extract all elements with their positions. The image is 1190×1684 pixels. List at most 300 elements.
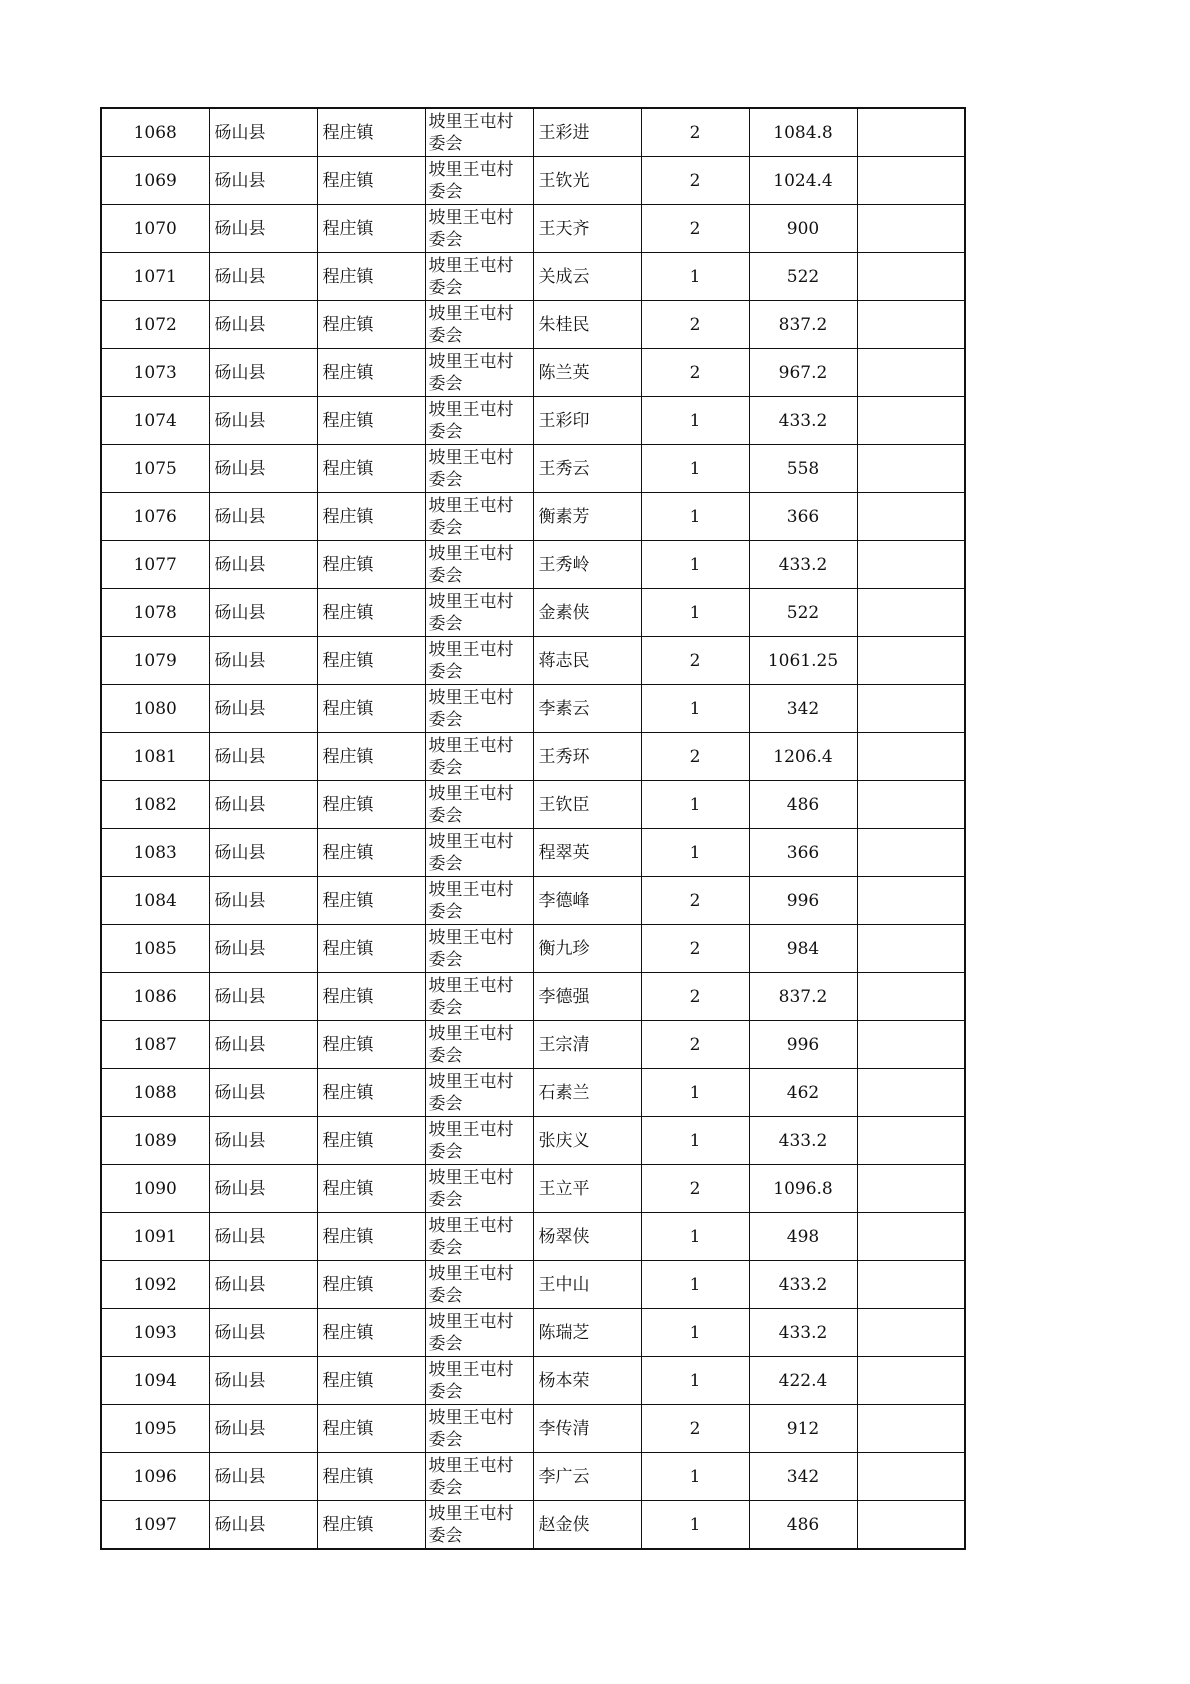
cell-county: 砀山县	[209, 1213, 317, 1261]
cell-county: 砀山县	[209, 1453, 317, 1501]
cell-amount: 558	[749, 445, 857, 493]
cell-county: 砀山县	[209, 781, 317, 829]
cell-town: 程庄镇	[317, 205, 425, 253]
cell-serial-no: 1095	[101, 1405, 209, 1453]
village-line-1: 坡里王屯村	[428, 159, 514, 180]
cell-village-committee	[425, 253, 533, 301]
cell-amount: 837.2	[749, 973, 857, 1021]
village-line-1: 坡里王屯村	[428, 1167, 514, 1188]
cell-person-name: 王秀云	[533, 445, 641, 493]
cell-county: 砀山县	[209, 925, 317, 973]
cell-serial-no: 1092	[101, 1261, 209, 1309]
cell-serial-no: 1072	[101, 301, 209, 349]
table-row	[101, 493, 965, 541]
cell-village-committee	[425, 397, 533, 445]
cell-serial-no: 1084	[101, 877, 209, 925]
cell-serial-no: 1081	[101, 733, 209, 781]
cell-amount: 342	[749, 685, 857, 733]
village-line-2: 委会	[428, 853, 463, 874]
cell-household-count: 1	[641, 1453, 749, 1501]
cell-amount: 522	[749, 253, 857, 301]
cell-note	[857, 1117, 965, 1165]
cell-county: 砀山县	[209, 637, 317, 685]
cell-county: 砀山县	[209, 253, 317, 301]
table-row	[101, 1357, 965, 1405]
cell-amount: 498	[749, 1213, 857, 1261]
cell-note	[857, 1261, 965, 1309]
cell-county: 砀山县	[209, 445, 317, 493]
cell-person-name: 关成云	[533, 253, 641, 301]
cell-amount: 486	[749, 1501, 857, 1550]
cell-village-committee	[425, 925, 533, 973]
cell-note	[857, 397, 965, 445]
cell-town: 程庄镇	[317, 493, 425, 541]
cell-amount: 342	[749, 1453, 857, 1501]
village-line-2: 委会	[428, 133, 463, 154]
cell-person-name: 王彩进	[533, 108, 641, 157]
village-line-1: 坡里王屯村	[428, 1263, 514, 1284]
cell-serial-no: 1079	[101, 637, 209, 685]
table-row	[101, 541, 965, 589]
cell-town: 程庄镇	[317, 589, 425, 637]
cell-town: 程庄镇	[317, 1501, 425, 1550]
village-line-2: 委会	[428, 949, 463, 970]
cell-note	[857, 493, 965, 541]
village-line-2: 委会	[428, 709, 463, 730]
cell-county: 砀山县	[209, 733, 317, 781]
cell-amount: 1084.8	[749, 108, 857, 157]
cell-town: 程庄镇	[317, 397, 425, 445]
cell-person-name: 朱桂民	[533, 301, 641, 349]
table-row	[101, 1021, 965, 1069]
cell-serial-no: 1089	[101, 1117, 209, 1165]
cell-village-committee	[425, 1117, 533, 1165]
cell-household-count: 1	[641, 829, 749, 877]
cell-household-count: 2	[641, 733, 749, 781]
cell-serial-no: 1068	[101, 108, 209, 157]
cell-amount: 984	[749, 925, 857, 973]
cell-county: 砀山县	[209, 685, 317, 733]
cell-amount: 1096.8	[749, 1165, 857, 1213]
cell-town: 程庄镇	[317, 877, 425, 925]
subsidy-table	[100, 107, 966, 1550]
cell-amount: 486	[749, 781, 857, 829]
cell-person-name: 李德峰	[533, 877, 641, 925]
cell-village-committee	[425, 1453, 533, 1501]
cell-note	[857, 1453, 965, 1501]
cell-amount: 967.2	[749, 349, 857, 397]
cell-county: 砀山县	[209, 397, 317, 445]
village-line-1: 坡里王屯村	[428, 111, 514, 132]
cell-town: 程庄镇	[317, 925, 425, 973]
cell-town: 程庄镇	[317, 685, 425, 733]
village-line-1: 坡里王屯村	[428, 543, 514, 564]
cell-household-count: 2	[641, 1405, 749, 1453]
cell-person-name: 张庆义	[533, 1117, 641, 1165]
cell-note	[857, 1165, 965, 1213]
village-line-2: 委会	[428, 373, 463, 394]
village-line-2: 委会	[428, 1477, 463, 1498]
cell-person-name: 李广云	[533, 1453, 641, 1501]
table-row	[101, 829, 965, 877]
village-line-2: 委会	[428, 421, 463, 442]
cell-county: 砀山县	[209, 541, 317, 589]
village-line-2: 委会	[428, 805, 463, 826]
cell-amount: 433.2	[749, 541, 857, 589]
cell-town: 程庄镇	[317, 829, 425, 877]
cell-county: 砀山县	[209, 493, 317, 541]
cell-person-name: 李德强	[533, 973, 641, 1021]
cell-amount: 996	[749, 1021, 857, 1069]
cell-serial-no: 1085	[101, 925, 209, 973]
village-line-1: 坡里王屯村	[428, 975, 514, 996]
village-line-2: 委会	[428, 1525, 463, 1546]
cell-serial-no: 1082	[101, 781, 209, 829]
table-row	[101, 445, 965, 493]
cell-village-committee	[425, 589, 533, 637]
village-line-2: 委会	[428, 1237, 463, 1258]
cell-town: 程庄镇	[317, 349, 425, 397]
cell-serial-no: 1090	[101, 1165, 209, 1213]
table-row	[101, 589, 965, 637]
table-row	[101, 781, 965, 829]
cell-county: 砀山县	[209, 1501, 317, 1550]
cell-serial-no: 1077	[101, 541, 209, 589]
cell-serial-no: 1075	[101, 445, 209, 493]
cell-note	[857, 1357, 965, 1405]
village-line-1: 坡里王屯村	[428, 735, 514, 756]
cell-county: 砀山县	[209, 1309, 317, 1357]
cell-person-name: 杨本荣	[533, 1357, 641, 1405]
cell-serial-no: 1086	[101, 973, 209, 1021]
cell-household-count: 2	[641, 925, 749, 973]
cell-household-count: 1	[641, 1213, 749, 1261]
cell-note	[857, 973, 965, 1021]
cell-amount: 912	[749, 1405, 857, 1453]
cell-village-committee	[425, 1357, 533, 1405]
cell-amount: 900	[749, 205, 857, 253]
cell-amount: 366	[749, 493, 857, 541]
cell-county: 砀山县	[209, 589, 317, 637]
cell-serial-no: 1088	[101, 1069, 209, 1117]
village-line-2: 委会	[428, 517, 463, 538]
cell-serial-no: 1087	[101, 1021, 209, 1069]
cell-amount: 462	[749, 1069, 857, 1117]
cell-serial-no: 1094	[101, 1357, 209, 1405]
village-line-1: 坡里王屯村	[428, 1119, 514, 1140]
cell-town: 程庄镇	[317, 1309, 425, 1357]
cell-person-name: 李传清	[533, 1405, 641, 1453]
village-line-2: 委会	[428, 1285, 463, 1306]
table-row	[101, 637, 965, 685]
cell-note	[857, 733, 965, 781]
cell-amount: 366	[749, 829, 857, 877]
cell-county: 砀山县	[209, 108, 317, 157]
cell-note	[857, 1213, 965, 1261]
cell-town: 程庄镇	[317, 108, 425, 157]
cell-household-count: 1	[641, 1069, 749, 1117]
table-row	[101, 685, 965, 733]
cell-person-name: 王彩印	[533, 397, 641, 445]
table-row	[101, 733, 965, 781]
table-row	[101, 1069, 965, 1117]
cell-amount: 1206.4	[749, 733, 857, 781]
cell-note	[857, 541, 965, 589]
cell-household-count: 1	[641, 445, 749, 493]
cell-household-count: 2	[641, 108, 749, 157]
cell-note	[857, 637, 965, 685]
cell-village-committee	[425, 829, 533, 877]
cell-village-committee	[425, 157, 533, 205]
village-line-2: 委会	[428, 1429, 463, 1450]
table-row	[101, 925, 965, 973]
cell-amount: 433.2	[749, 1261, 857, 1309]
cell-village-committee	[425, 1069, 533, 1117]
village-line-1: 坡里王屯村	[428, 879, 514, 900]
cell-household-count: 1	[641, 781, 749, 829]
cell-household-count: 1	[641, 1261, 749, 1309]
cell-county: 砀山县	[209, 205, 317, 253]
cell-household-count: 1	[641, 253, 749, 301]
cell-amount: 1024.4	[749, 157, 857, 205]
village-line-2: 委会	[428, 613, 463, 634]
cell-note	[857, 157, 965, 205]
village-line-1: 坡里王屯村	[428, 591, 514, 612]
village-line-1: 坡里王屯村	[428, 1455, 514, 1476]
village-line-2: 委会	[428, 1333, 463, 1354]
cell-village-committee	[425, 733, 533, 781]
village-line-1: 坡里王屯村	[428, 1071, 514, 1092]
cell-county: 砀山县	[209, 829, 317, 877]
cell-note	[857, 301, 965, 349]
cell-note	[857, 925, 965, 973]
village-line-1: 坡里王屯村	[428, 1503, 514, 1524]
cell-village-committee	[425, 1501, 533, 1550]
cell-town: 程庄镇	[317, 1021, 425, 1069]
cell-village-committee	[425, 445, 533, 493]
village-line-2: 委会	[428, 181, 463, 202]
cell-person-name: 石素兰	[533, 1069, 641, 1117]
village-line-1: 坡里王屯村	[428, 399, 514, 420]
cell-household-count: 2	[641, 1165, 749, 1213]
cell-note	[857, 877, 965, 925]
cell-serial-no: 1069	[101, 157, 209, 205]
table-body	[101, 108, 965, 1549]
village-line-1: 坡里王屯村	[428, 447, 514, 468]
village-line-2: 委会	[428, 229, 463, 250]
cell-serial-no: 1097	[101, 1501, 209, 1550]
cell-serial-no: 1070	[101, 205, 209, 253]
cell-note	[857, 205, 965, 253]
cell-amount: 996	[749, 877, 857, 925]
cell-county: 砀山县	[209, 1021, 317, 1069]
cell-note	[857, 781, 965, 829]
cell-county: 砀山县	[209, 973, 317, 1021]
cell-person-name: 衡九珍	[533, 925, 641, 973]
cell-county: 砀山县	[209, 877, 317, 925]
village-line-2: 委会	[428, 661, 463, 682]
cell-person-name: 王宗清	[533, 1021, 641, 1069]
cell-amount: 837.2	[749, 301, 857, 349]
cell-village-committee	[425, 685, 533, 733]
village-line-1: 坡里王屯村	[428, 1023, 514, 1044]
cell-household-count: 2	[641, 205, 749, 253]
table-row	[101, 157, 965, 205]
cell-town: 程庄镇	[317, 1069, 425, 1117]
cell-village-committee	[425, 1021, 533, 1069]
cell-household-count: 1	[641, 685, 749, 733]
cell-village-committee	[425, 1309, 533, 1357]
cell-person-name: 金素侠	[533, 589, 641, 637]
cell-person-name: 陈兰英	[533, 349, 641, 397]
village-line-2: 委会	[428, 997, 463, 1018]
cell-person-name: 王钦光	[533, 157, 641, 205]
cell-household-count: 1	[641, 541, 749, 589]
cell-village-committee	[425, 973, 533, 1021]
village-line-1: 坡里王屯村	[428, 255, 514, 276]
cell-serial-no: 1073	[101, 349, 209, 397]
table-row	[101, 1213, 965, 1261]
cell-village-committee	[425, 301, 533, 349]
village-line-2: 委会	[428, 565, 463, 586]
table-row	[101, 1261, 965, 1309]
village-line-1: 坡里王屯村	[428, 1359, 514, 1380]
cell-note	[857, 829, 965, 877]
village-line-1: 坡里王屯村	[428, 783, 514, 804]
cell-serial-no: 1093	[101, 1309, 209, 1357]
village-line-2: 委会	[428, 1141, 463, 1162]
village-line-1: 坡里王屯村	[428, 1407, 514, 1428]
table-row	[101, 877, 965, 925]
cell-household-count: 2	[641, 349, 749, 397]
cell-town: 程庄镇	[317, 1453, 425, 1501]
village-line-1: 坡里王屯村	[428, 351, 514, 372]
cell-town: 程庄镇	[317, 1165, 425, 1213]
cell-household-count: 2	[641, 973, 749, 1021]
table-row	[101, 301, 965, 349]
cell-village-committee	[425, 1213, 533, 1261]
cell-note	[857, 1405, 965, 1453]
cell-person-name: 赵金侠	[533, 1501, 641, 1550]
village-line-2: 委会	[428, 325, 463, 346]
cell-household-count: 1	[641, 1117, 749, 1165]
cell-note	[857, 1309, 965, 1357]
cell-amount: 433.2	[749, 1309, 857, 1357]
cell-serial-no: 1083	[101, 829, 209, 877]
cell-village-committee	[425, 637, 533, 685]
cell-note	[857, 253, 965, 301]
village-line-1: 坡里王屯村	[428, 303, 514, 324]
cell-amount: 1061.25	[749, 637, 857, 685]
cell-town: 程庄镇	[317, 1405, 425, 1453]
village-line-2: 委会	[428, 277, 463, 298]
cell-person-name: 王秀环	[533, 733, 641, 781]
cell-serial-no: 1080	[101, 685, 209, 733]
village-line-1: 坡里王屯村	[428, 639, 514, 660]
village-line-2: 委会	[428, 757, 463, 778]
cell-person-name: 王天齐	[533, 205, 641, 253]
cell-village-committee	[425, 1405, 533, 1453]
village-line-2: 委会	[428, 469, 463, 490]
cell-serial-no: 1074	[101, 397, 209, 445]
table-row	[101, 1309, 965, 1357]
cell-note	[857, 1501, 965, 1550]
cell-household-count: 2	[641, 157, 749, 205]
cell-serial-no: 1078	[101, 589, 209, 637]
cell-note	[857, 108, 965, 157]
cell-county: 砀山县	[209, 157, 317, 205]
cell-town: 程庄镇	[317, 1213, 425, 1261]
cell-person-name: 陈瑞芝	[533, 1309, 641, 1357]
cell-county: 砀山县	[209, 1405, 317, 1453]
cell-household-count: 1	[641, 493, 749, 541]
cell-household-count: 1	[641, 397, 749, 445]
cell-person-name: 王钦臣	[533, 781, 641, 829]
table-row	[101, 108, 965, 157]
cell-household-count: 2	[641, 301, 749, 349]
cell-village-committee	[425, 493, 533, 541]
village-line-1: 坡里王屯村	[428, 207, 514, 228]
cell-town: 程庄镇	[317, 301, 425, 349]
cell-amount: 522	[749, 589, 857, 637]
table-row	[101, 1405, 965, 1453]
village-line-1: 坡里王屯村	[428, 927, 514, 948]
table-row	[101, 397, 965, 445]
cell-note	[857, 685, 965, 733]
table-row	[101, 1453, 965, 1501]
cell-town: 程庄镇	[317, 1117, 425, 1165]
cell-amount: 433.2	[749, 1117, 857, 1165]
table-row	[101, 253, 965, 301]
cell-note	[857, 445, 965, 493]
cell-household-count: 1	[641, 1357, 749, 1405]
cell-town: 程庄镇	[317, 781, 425, 829]
village-line-2: 委会	[428, 1381, 463, 1402]
cell-note	[857, 1021, 965, 1069]
cell-person-name: 蒋志民	[533, 637, 641, 685]
table-row	[101, 973, 965, 1021]
cell-town: 程庄镇	[317, 733, 425, 781]
cell-person-name: 王立平	[533, 1165, 641, 1213]
cell-serial-no: 1071	[101, 253, 209, 301]
cell-town: 程庄镇	[317, 637, 425, 685]
cell-village-committee	[425, 1165, 533, 1213]
cell-village-committee	[425, 781, 533, 829]
table-row	[101, 1117, 965, 1165]
table-row	[101, 349, 965, 397]
cell-county: 砀山县	[209, 349, 317, 397]
cell-person-name: 杨翠侠	[533, 1213, 641, 1261]
village-line-2: 委会	[428, 1045, 463, 1066]
cell-county: 砀山县	[209, 1357, 317, 1405]
cell-household-count: 2	[641, 877, 749, 925]
cell-town: 程庄镇	[317, 157, 425, 205]
cell-person-name: 程翠英	[533, 829, 641, 877]
cell-serial-no: 1091	[101, 1213, 209, 1261]
cell-household-count: 1	[641, 1309, 749, 1357]
cell-village-committee	[425, 877, 533, 925]
cell-person-name: 衡素芳	[533, 493, 641, 541]
cell-town: 程庄镇	[317, 541, 425, 589]
village-line-2: 委会	[428, 901, 463, 922]
village-line-1: 坡里王屯村	[428, 1215, 514, 1236]
cell-amount: 433.2	[749, 397, 857, 445]
cell-county: 砀山县	[209, 1261, 317, 1309]
cell-village-committee	[425, 541, 533, 589]
cell-village-committee	[425, 349, 533, 397]
cell-town: 程庄镇	[317, 1357, 425, 1405]
table-row	[101, 1501, 965, 1550]
